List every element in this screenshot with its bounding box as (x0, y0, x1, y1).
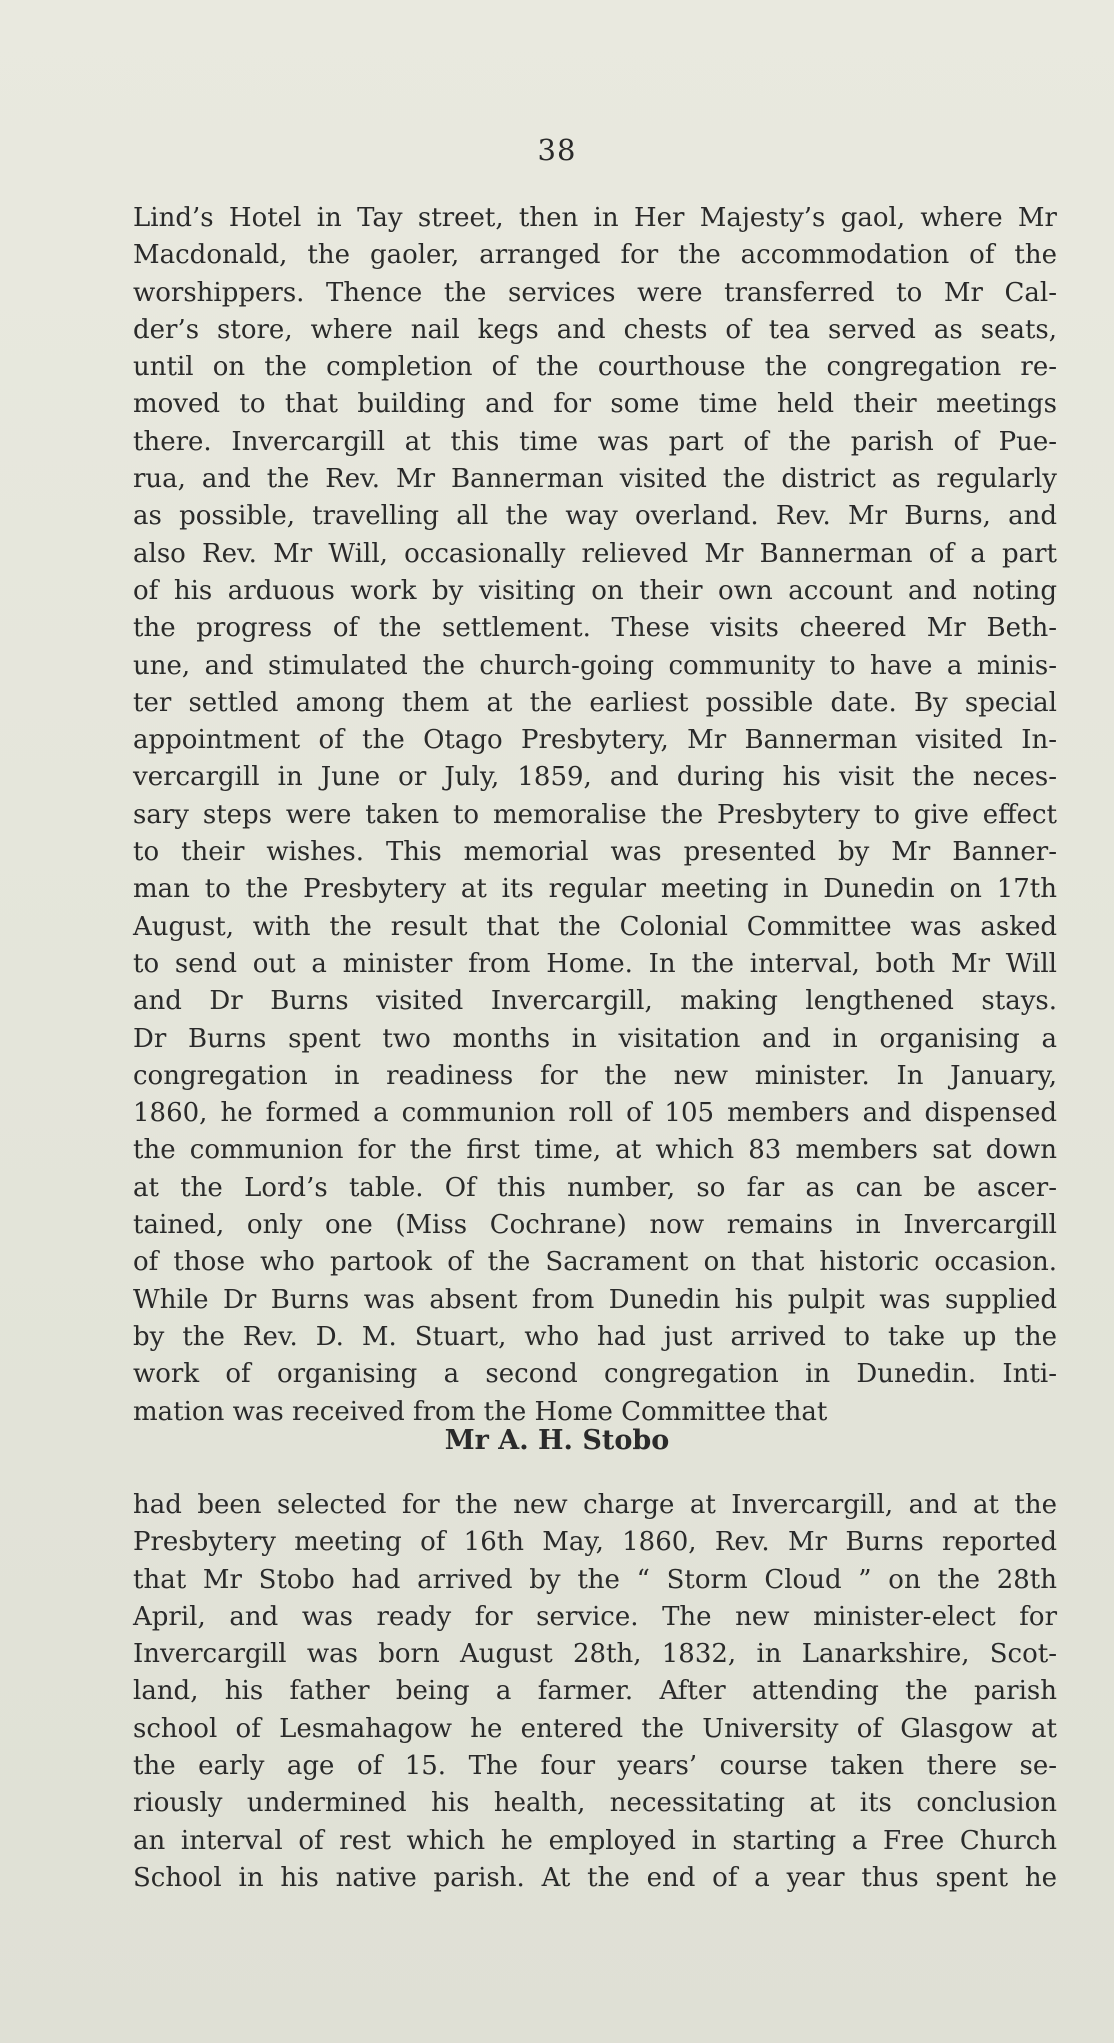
text-line: rua, and the Rev. Mr Bannerman visited the district as regularly (133, 464, 1057, 495)
text-line: Lind’s Hotel in Tay street, then in Her Majesty’s gaol, where Mr (133, 203, 1057, 233)
text-line: the communion for the first time, at which 83 members sat down (133, 1135, 1057, 1166)
paragraph-2 (133, 1487, 1057, 1897)
text-line: as possible, travelling all the way overland. Rev. Mr Burns, and (133, 501, 1057, 532)
text-line: Presbytery meeting of 16th May, 1860, Rev. Mr Burns reported (133, 1527, 1057, 1558)
text-line: and Dr Burns visited Invercargill, making lengthened stays. (133, 986, 1057, 1017)
text-line: August, with the result that the Colonial Committee was asked (133, 911, 1057, 942)
text-line: to their wishes. This memorial was presented by Mr Banner- (133, 837, 1057, 868)
text-line: of those who partook of the Sacrament on that historic occasion. (133, 1247, 1057, 1278)
text-line: While Dr Burns was absent from Dunedin his pulpit was supplied (133, 1284, 1057, 1315)
text-line: April, and was ready for service. The new minister-elect for (133, 1601, 1057, 1632)
text-line: at the Lord’s table. Of this number, so far as can be ascer- (133, 1172, 1057, 1203)
text-line: tained, only one (Miss Cochrane) now remains in Invercargill (133, 1210, 1057, 1241)
text-line: mation was received from the Home Committee that (133, 1396, 828, 1427)
text-line: School in his native parish. At the end of a year thus spent he (133, 1862, 1057, 1893)
text-line: the early age of 15. The four years’ course taken there se- (133, 1751, 1057, 1782)
text-line: had been selected for the new charge at Invercargill, and at the (133, 1490, 1057, 1520)
text-line: une, and stimulated the church-going community to have a minis- (133, 650, 1057, 681)
text-line: Dr Burns spent two months in visitation and in organising a (133, 1023, 1057, 1054)
text-line: 1860, he formed a communion roll of 105 members and dispensed (133, 1098, 1057, 1129)
text-line: riously undermined his health, necessitating at its conclusion (133, 1788, 1057, 1819)
text-line: appointment of the Otago Presbytery, Mr Bannerman visited In- (133, 725, 1057, 756)
text-line: der’s store, where nail kegs and chests of tea served as seats, (133, 314, 1057, 345)
text-line: Macdonald, the gaoler, arranged for the accommodation of the (133, 240, 1057, 271)
paragraph-1 (133, 200, 1057, 1431)
text-line: the progress of the settlement. These visits cheered Mr Beth- (133, 613, 1057, 644)
text-line: sary steps were taken to memoralise the Presbytery to give effect (133, 799, 1057, 830)
text-line: also Rev. Mr Will, occasionally relieved Mr Bannerman of a part (133, 538, 1057, 569)
text-line: of his arduous work by visiting on their own account and noting (133, 575, 1057, 606)
text-line: that Mr Stobo had arrived by the “ Storm Cloud ” on the 28th (133, 1564, 1057, 1595)
text-line: man to the Presbytery at its regular meeting in Dunedin on 17th (133, 874, 1057, 905)
text-line: moved to that building and for some time held their meetings (133, 389, 1057, 420)
text-line: to send out a minister from Home. In the interval, both Mr Will (133, 948, 1057, 979)
text-line: ter settled among them at the earliest possible date. By special (133, 687, 1057, 718)
text-line: Invercargill was born August 28th, 1832, in Lanarkshire, Scot- (133, 1639, 1057, 1670)
text-line: worshippers. Thence the services were transferred to Mr Cal- (133, 277, 1057, 308)
text-line: an interval of rest which he employed in starting a Free Church (133, 1825, 1057, 1856)
text-line: land, his father being a farmer. After attending the parish (133, 1676, 1057, 1707)
text-line: congregation in readiness for the new minister. In January, (133, 1060, 1057, 1091)
text-line: by the Rev. D. M. Stuart, who had just arrived to take up the (133, 1321, 1057, 1352)
text-line: school of Lesmahagow he entered the University of Glasgow at (133, 1713, 1057, 1744)
text-line: vercargill in June or July, 1859, and during his visit the neces- (133, 762, 1057, 793)
text-line: work of organising a second congregation in Dunedin. Inti- (133, 1359, 1057, 1390)
text-line: there. Invercargill at this time was part of the parish of Pue- (133, 426, 1057, 457)
page-number: 38 (537, 133, 577, 167)
section-heading: Mr A. H. Stobo (444, 1425, 670, 1456)
text-line: until on the completion of the courthouse the congregation re- (133, 352, 1057, 383)
